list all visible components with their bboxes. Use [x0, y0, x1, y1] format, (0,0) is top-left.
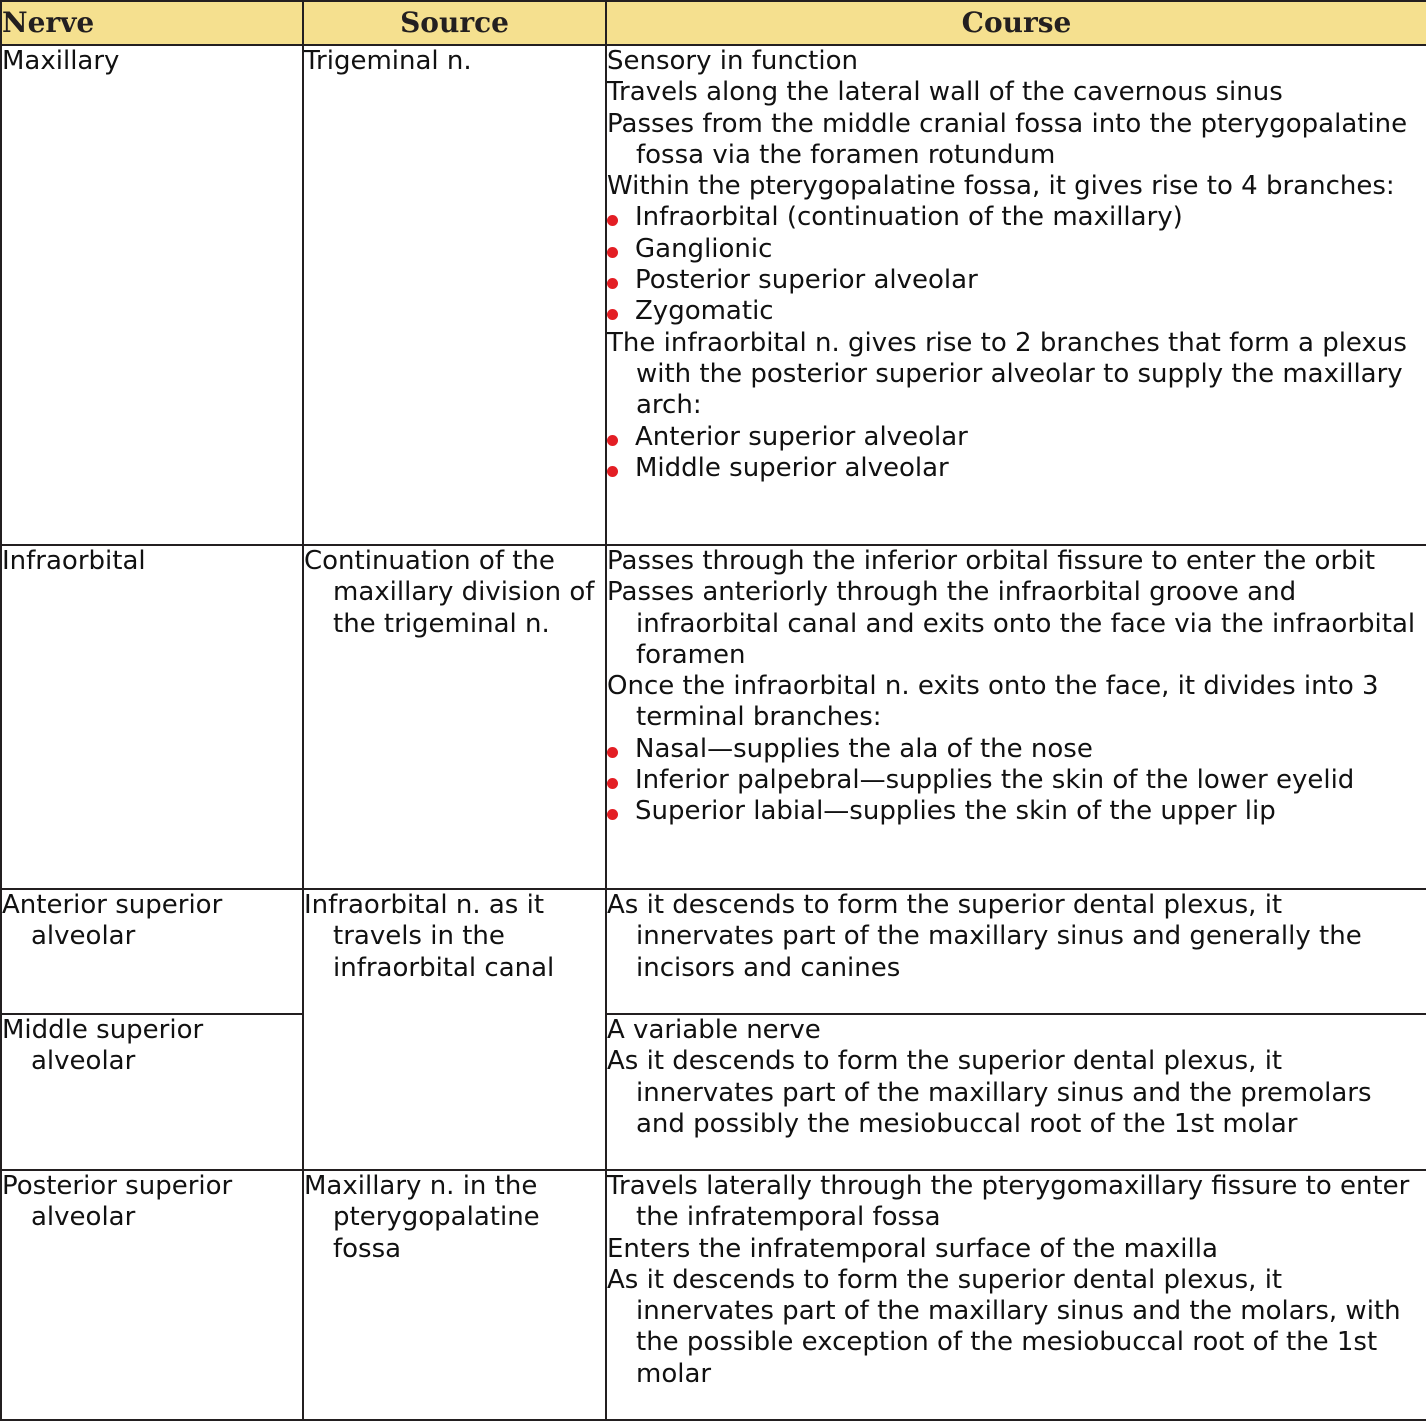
- nerve-cell: [1, 45, 303, 545]
- table-row: [1, 889, 1426, 1014]
- course-line: Sensory in function: [607, 46, 858, 76]
- table-row: [1, 1014, 1426, 1170]
- course-line: As it descends to form the superior dental plexus, it innervates part of the maxillary sinus and the premolars and possibly the mesiobuccal root of the 1st molar: [607, 1046, 1372, 1139]
- table-row: [1, 45, 1426, 545]
- bullet-item: [607, 453, 1426, 484]
- course-line: Travels laterally through the pterygomaxillary fissure to enter the infratemporal fossa: [607, 1171, 1410, 1233]
- course-line: Within the pterygopalatine fossa, it gives rise to 4 branches:: [607, 171, 1395, 202]
- nerve-cell: [1, 1014, 303, 1170]
- bullet-dot-icon: [607, 747, 618, 758]
- bullet-dot-icon: [607, 247, 618, 258]
- bullet-dot-icon: [607, 215, 618, 226]
- bullet-item: [607, 265, 1426, 296]
- source-cell: [303, 889, 606, 1170]
- bullet-item: [607, 765, 1426, 796]
- nerve-name: Posterior superior alveolar: [2, 1171, 233, 1233]
- course-line: Travels along the lateral wall of the cavernous sinus: [607, 77, 1283, 108]
- course-line: Enters the infratemporal surface of the maxilla: [607, 1233, 1218, 1264]
- bullet-text: Inferior palpebral—supplies the skin of the lower eyelid: [635, 765, 1355, 796]
- bullet-text: Nasal—supplies the ala of the nose: [635, 733, 1093, 764]
- source-text: Maxillary n. in the pterygopalatine fossa: [304, 1171, 540, 1264]
- header-course: Course: [606, 1, 1426, 45]
- nerve-name: Infraorbital: [2, 546, 146, 576]
- bullet-dot-icon: [607, 778, 618, 789]
- bullet-text: Middle superior alveolar: [635, 452, 949, 483]
- course-line: As it descends to form the superior dental plexus, it innervates part of the maxillary sinus and the molars, with the possible exception of the mesiobuccal root of the 1st molar: [607, 1264, 1401, 1389]
- nerve-cell: [1, 1170, 303, 1420]
- course-cell: [606, 45, 1426, 545]
- course-line: The infraorbital n. gives rise to 2 branches that form a plexus with the posterior superior alveolar to supply the maxillary arch:: [607, 327, 1407, 421]
- source-cell: [303, 45, 606, 545]
- nerve-name: Middle superior alveolar: [2, 1015, 204, 1077]
- course-line: Passes anteriorly through the infraorbital groove and infraorbital canal and exits onto the face via the infraorbital foramen: [607, 577, 1416, 670]
- nerve-name: Anterior superior alveolar: [2, 890, 223, 952]
- bullet-text: Infraorbital (continuation of the maxillary): [635, 202, 1183, 233]
- nerve-cell: [1, 889, 303, 1014]
- table-header: [1, 1, 1426, 45]
- bullet-text: Posterior superior alveolar: [635, 265, 978, 296]
- bullet-text: Superior labial—supplies the skin of the upper lip: [635, 796, 1276, 827]
- course-line: As it descends to form the superior dental plexus, it innervates part of the maxillary sinus and generally the incisors and canines: [607, 890, 1362, 983]
- course-line: A variable nerve: [607, 1015, 821, 1045]
- bullet-item: [607, 796, 1426, 827]
- course-line: Passes through the inferior orbital fissure to enter the orbit: [607, 546, 1376, 576]
- course-cell: [606, 889, 1426, 1014]
- course-cell: [606, 1170, 1426, 1420]
- bullet-item: [607, 202, 1426, 233]
- source-text: Trigeminal n.: [304, 46, 472, 76]
- bullet-item: [607, 734, 1426, 765]
- bullet-item: [607, 234, 1426, 265]
- course-cell: [606, 545, 1426, 889]
- bullet-item: [607, 296, 1426, 327]
- bullet-text: Anterior superior alveolar: [635, 421, 968, 452]
- bullet-dot-icon: [607, 809, 618, 820]
- source-cell: [303, 545, 606, 889]
- bullet-dot-icon: [607, 309, 618, 320]
- bullet-item: [607, 422, 1426, 453]
- bullet-dot-icon: [607, 435, 618, 446]
- course-line: Once the infraorbital n. exits onto the face, it divides into 3 terminal branches:: [607, 671, 1379, 733]
- course-line: Passes from the middle cranial fossa into the pterygopalatine fossa via the foramen rotundum: [607, 108, 1408, 170]
- bullet-dot-icon: [607, 466, 618, 477]
- table-row: [1, 545, 1426, 889]
- bullet-text: Zygomatic: [635, 296, 774, 327]
- bullet-text: Ganglionic: [635, 233, 773, 264]
- header-nerve: Nerve: [1, 1, 303, 45]
- header-source: Source: [303, 1, 606, 45]
- nerve-cell: [1, 545, 303, 889]
- nerve-name: Maxillary: [2, 46, 120, 76]
- table-row: [1, 1170, 1426, 1420]
- source-text: Continuation of the maxillary division of the trigeminal n.: [304, 546, 595, 639]
- source-cell: [303, 1170, 606, 1420]
- source-text: Infraorbital n. as it travels in the infraorbital canal: [304, 890, 555, 983]
- bullet-dot-icon: [607, 278, 618, 289]
- course-cell: [606, 1014, 1426, 1170]
